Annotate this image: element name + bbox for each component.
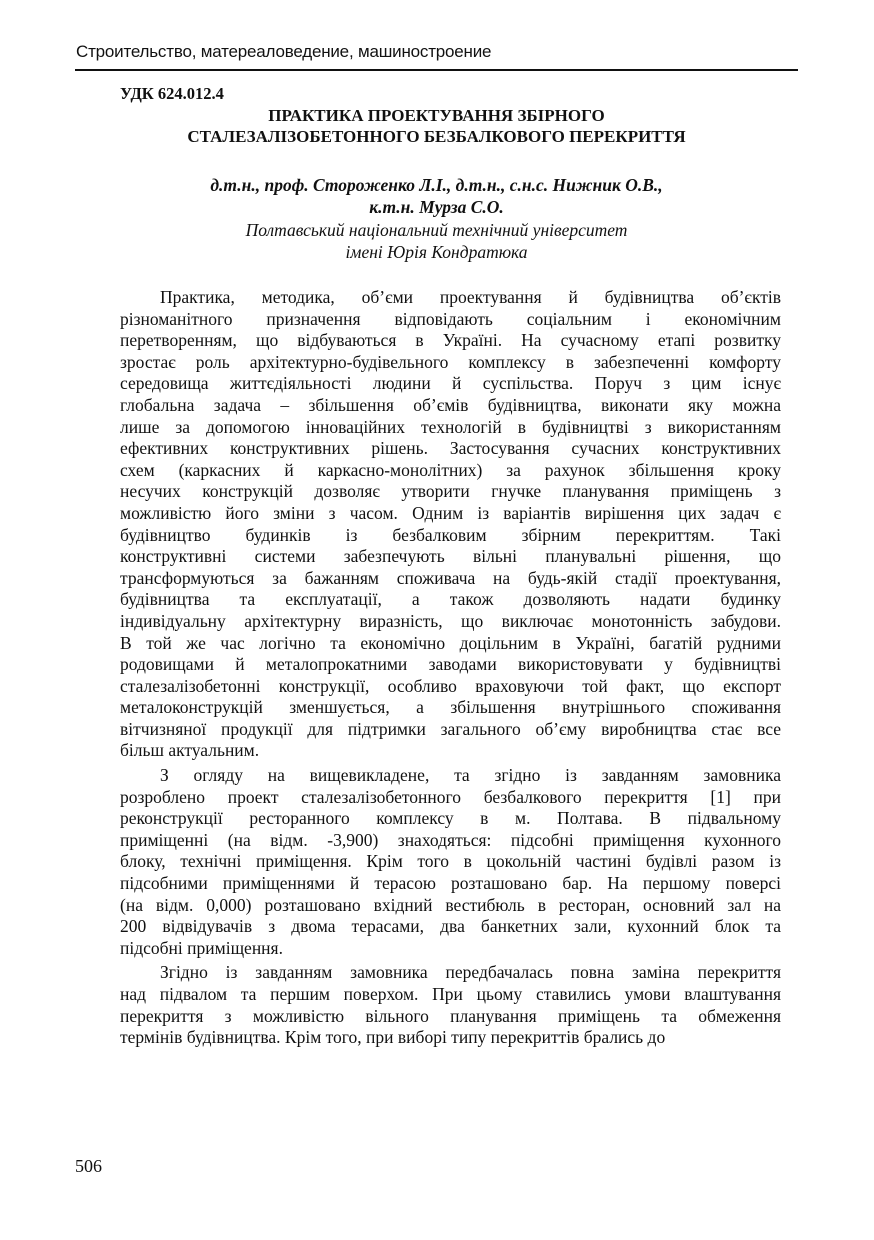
text-line: несучих конструкцій дозволяє утворити гнучке планування приміщень з [120, 481, 781, 502]
text-line: підсобними приміщеннями й терасою розташовано бар. На першому поверсі [120, 873, 781, 894]
text-line: перекриття з можливістю вільного планування приміщень та обмеження [120, 1005, 781, 1026]
author-line: к.т.н. Мурза С.О. [369, 197, 504, 217]
title-line: СТАЛЕЗАЛІЗОБЕТОННОГО БЕЗБАЛКОВОГО ПЕРЕКРИТТЯ [187, 127, 686, 146]
text-line: реконструкції ресторанного комплексу в м. Полтава. В підвальному [120, 808, 781, 829]
text-line: розроблено проект сталезалізобетонного безбалкового перекриття [1] при [120, 786, 781, 807]
article-title [75, 105, 798, 147]
text-line: родовищами й металопрокатними заводами використовувати у будівництві [120, 654, 781, 675]
text-line: підсобні приміщення. [120, 937, 283, 958]
authors [75, 174, 798, 218]
header-rule [75, 69, 798, 71]
affiliation-line: імені Юрія Кондратюка [345, 242, 528, 262]
text-line: 200 відвідувачів з двома терасами, два банкетних зали, кухонний блок та [120, 916, 781, 937]
text-line: трансформуються за бажанням споживача на будь-якій стадії проектування, [120, 567, 781, 588]
text-line: різноманітного призначення відповідають соціальним і економічним [120, 308, 781, 329]
udk-code: УДК 624.012.4 [120, 84, 224, 103]
text-line: будівництво будинків із безбалковим збірним перекриттям. Такі [120, 524, 781, 545]
text-line: металоконструкцій зменшується, а збільшення внутрішнього споживання [120, 697, 781, 718]
affiliation-line: Полтавський національний технічний університет [245, 220, 628, 240]
text-line: приміщенні (на відм. -3,900) знаходяться: підсобні приміщення кухонного [120, 829, 781, 850]
paragraph [120, 765, 781, 959]
text-line: ефективних конструктивних рішень. Застосування сучасних конструктивних [120, 438, 781, 459]
text-line: схем (каркасних й каркасно-монолітних) за рахунок збільшення кроку [120, 459, 781, 480]
running-header: Строительство, матереаловедение, машиностроение [76, 42, 492, 61]
text-line: сталезалізобетонні конструкції, особливо враховуючи той факт, що експорт [120, 675, 781, 696]
text-line: будівництва та експлуатації, а також дозволяють надати будинку [120, 589, 781, 610]
text-line: лише за допомогою інноваційних технологій в будівництві з використанням [120, 416, 781, 437]
text-line: перетворенням, що відбуваються в Україні. На сучасному етапі розвитку [120, 330, 781, 351]
paragraph [120, 962, 781, 1048]
text-line: середовища життєдіяльності людини й суспільства. Поруч з цим існує [120, 373, 781, 394]
text-line: глобальна задача – збільшення об’ємів будівництва, виконати яку можна [120, 394, 781, 415]
text-line: вітчизняної продукції для підтримки загального об’єму виробництва стає все [120, 718, 781, 739]
text-line: В той же час логічно та економічно доцільним в Україні, багатій рудними [120, 632, 781, 653]
text-line: термінів будівництва. Крім того, при виборі типу перекриттів брались до [120, 1027, 666, 1048]
page-number: 506 [75, 1156, 102, 1176]
title-line: ПРАКТИКА ПРОЕКТУВАННЯ ЗБІРНОГО [268, 106, 605, 125]
text-line: (на відм. 0,000) розташовано вхідний вестибюль в ресторан, основний зал на [120, 894, 781, 915]
text-line: З огляду на вищевикладене, та згідно із завданням замовника [160, 765, 781, 786]
author-line: д.т.н., проф. Стороженко Л.І., д.т.н., с.н.с. Нижник О.В., [210, 175, 663, 195]
text-line: Практика, методика, об’єми проектування й будівництва об’єктів [160, 287, 781, 307]
text-line: над підвалом та першим поверхом. При цьому ставились умови влаштування [120, 984, 781, 1004]
text-line: зростає роль архітектурно-будівельного комплексу в забезпеченні комфорту [120, 351, 781, 372]
paragraph [120, 287, 781, 762]
text-line: конструктивні системи забезпечують вільні планувальні рішення, що [120, 546, 781, 567]
text-line: Згідно із завданням замовника передбачалась повна заміна перекриття [160, 962, 781, 983]
text-line: більш актуальним. [120, 740, 260, 761]
article-body [120, 287, 781, 1052]
affiliation [75, 219, 798, 263]
text-line: блоку, технічні приміщення. Крім того в цокольній частині будівлі разом із [120, 851, 781, 872]
text-line: можливістю його зміни з часом. Одним із варіантів вирішення цих задач є [120, 502, 781, 523]
text-line: індивідуальну архітектурну виразність, що виключає монотонність забудови. [120, 610, 781, 631]
